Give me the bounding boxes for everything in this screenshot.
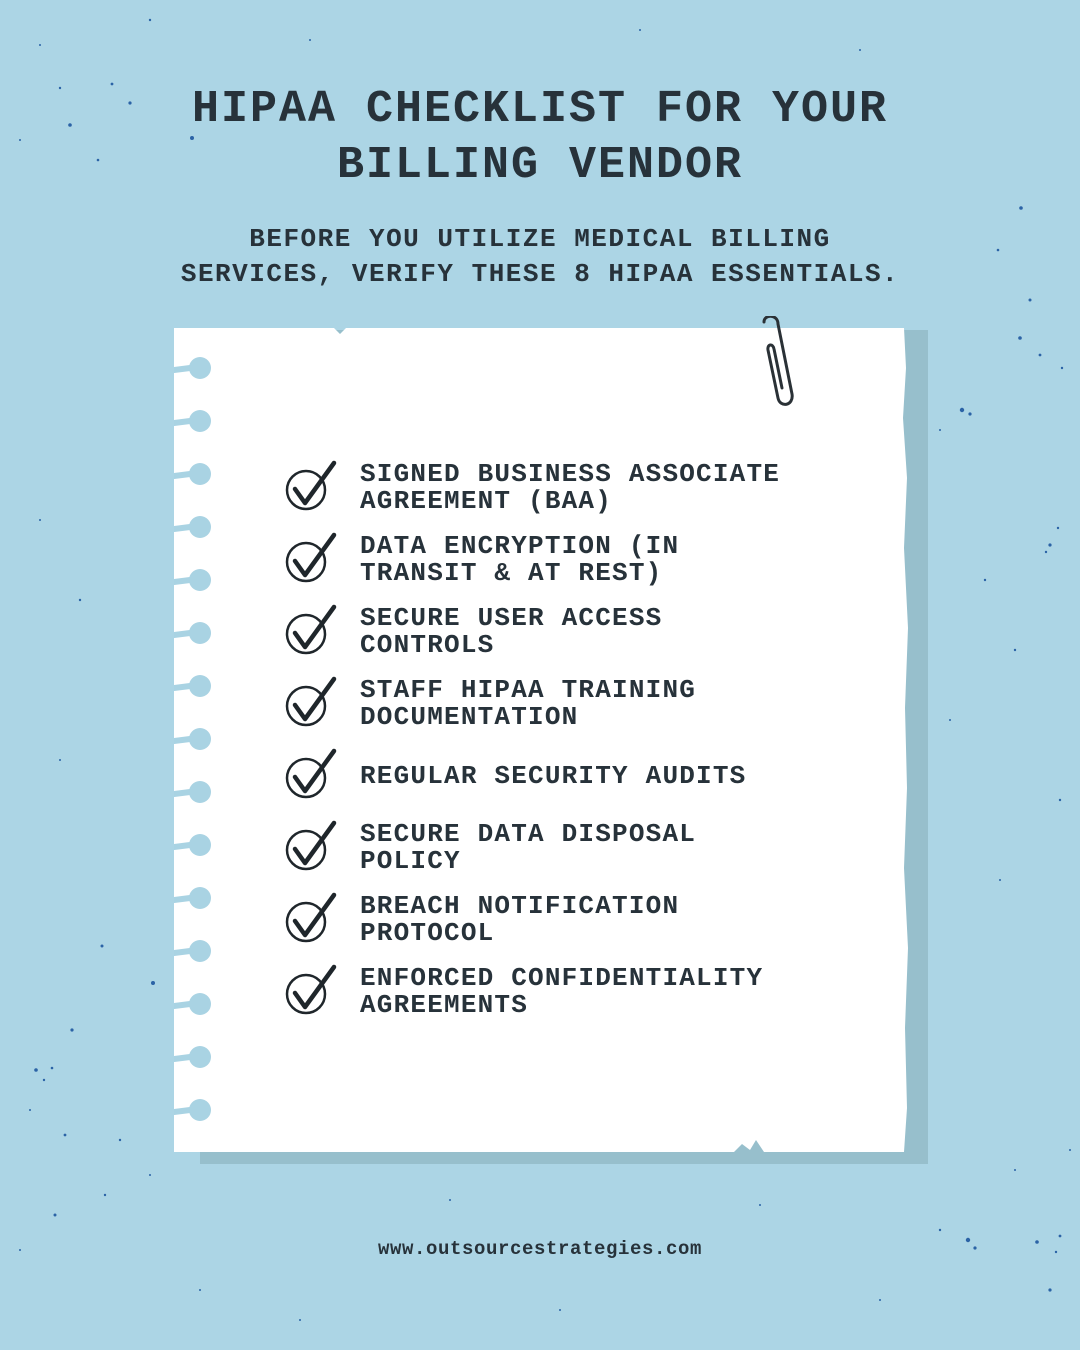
checkmark-circle-icon [284, 818, 342, 874]
checkmark-circle-icon [284, 530, 342, 586]
paperclip-icon [754, 316, 804, 412]
page-title-line-1: HIPAA CHECKLIST FOR YOUR [191, 84, 889, 135]
checkmark-circle-icon [284, 890, 342, 946]
checklist-item-text: SECURE USER ACCESS CONTROLS [360, 603, 663, 660]
page-title [90, 82, 990, 194]
page-title-line-2: BILLING VENDOR [336, 140, 744, 191]
page-subtitle [90, 222, 990, 292]
checklist-item [284, 740, 864, 812]
checklist-item [284, 956, 864, 1028]
checklist-item-text: SECURE DATA DISPOSAL POLICY [360, 819, 697, 876]
checklist-item [284, 524, 864, 596]
checklist-item [284, 452, 864, 524]
page-subtitle-line-1: BEFORE YOU UTILIZE MEDICAL BILLING [249, 224, 831, 254]
checkmark-circle-icon [284, 458, 342, 514]
checklist-item [284, 884, 864, 956]
footer-url[interactable]: www.outsourcestrategies.com [377, 1238, 703, 1260]
checklist-item-text: ENFORCED CONFIDENTIALITY AGREEMENTS [360, 963, 764, 1020]
checklist-item-text: SIGNED BUSINESS ASSOCIATE AGREEMENT (BAA) [360, 459, 781, 516]
checkmark-circle-icon [284, 962, 342, 1018]
checkmark-circle-icon [284, 746, 342, 802]
checklist-item [284, 812, 864, 884]
checklist-item [284, 596, 864, 668]
checklist-item-text: REGULAR SECURITY AUDITS [360, 760, 747, 791]
checklist-item-text: STAFF HIPAA TRAINING DOCUMENTATION [360, 675, 697, 732]
checklist-item [284, 668, 864, 740]
checklist-item-text: BREACH NOTIFICATION PROTOCOL [360, 891, 680, 948]
checkmark-circle-icon [284, 602, 342, 658]
page-subtitle-line-2: SERVICES, VERIFY THESE 8 HIPAA ESSENTIALS. [180, 259, 900, 289]
checklist [284, 452, 864, 1028]
checklist-item-text: DATA ENCRYPTION (IN TRANSIT & AT REST) [360, 531, 680, 588]
notepad-paper [174, 328, 904, 1152]
checkmark-circle-icon [284, 674, 342, 730]
